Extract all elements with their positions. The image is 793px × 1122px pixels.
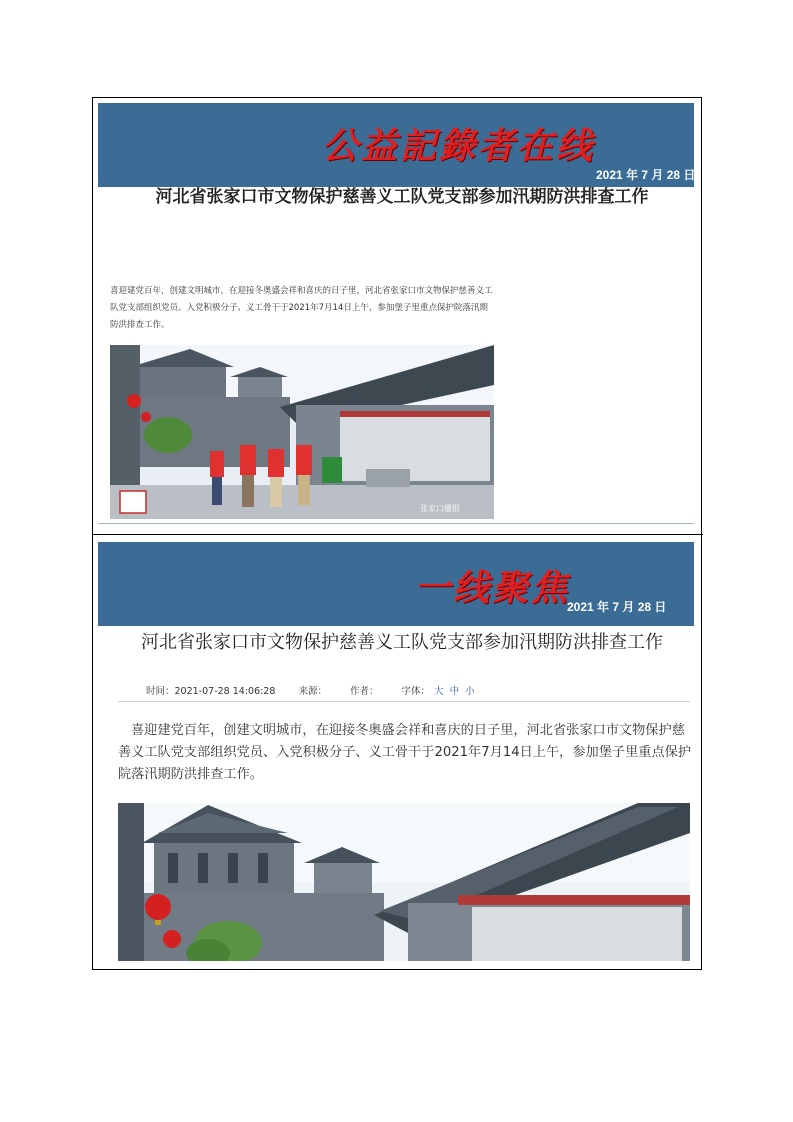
panel1-bottom-rule [98, 523, 694, 524]
meta-source: 来源： [298, 686, 327, 697]
font-size-medium-link[interactable]: 中 [449, 686, 460, 697]
panel1-body-text: 喜迎建党百年，创建文明城市，在迎接冬奥盛会祥和喜庆的日子里，河北省张家口市文物保护慈善义工队党支部组织党员、入党积极分子、义工骨干于2021年7月14日上午，参加堡子里重点保护院落汛期防洪排查工作。 [110, 286, 493, 330]
panel1-banner-title: 公益記錄者在线 [322, 125, 596, 167]
panel2-photo [118, 803, 690, 961]
panel2-headline: 河北省张家口市文物保护慈善义工队党支部参加汛期防洪排查工作 [141, 632, 663, 653]
panel2-body-text: 喜迎建党百年，创建文明城市，在迎接冬奥盛会祥和喜庆的日子里，河北省张家口市文物保护慈善义工队党支部组织党员、入党积极分子、义工骨干于2021年7月14日上午，参加堡子里重点保护院落汛期防洪排查工作。 [118, 723, 692, 782]
font-size-small-link[interactable]: 小 [465, 686, 475, 697]
font-size-large-link[interactable]: 大 [434, 686, 444, 697]
panel2-article-meta [146, 683, 481, 697]
panel1-photo [110, 345, 494, 519]
meta-font-label: 字体： [401, 686, 431, 697]
panel2-meta-rule [118, 701, 690, 702]
meta-time: 时间：2021-07-28 14:06:28 [146, 686, 276, 697]
meta-author: 作者： [349, 686, 379, 697]
panel1-date: 2021 年 7 月 28 日 [596, 168, 696, 182]
panel2-banner-title: 一线聚焦 [414, 567, 571, 609]
panel1-headline: 河北省张家口市文物保护慈善义工队党支部参加汛期防洪排查工作 [155, 187, 649, 207]
panel-divider [92, 534, 703, 535]
panel2-date: 2021 年 7 月 28 日 [567, 600, 667, 614]
panel1-photo-watermark: 张家口播报 [420, 504, 460, 513]
